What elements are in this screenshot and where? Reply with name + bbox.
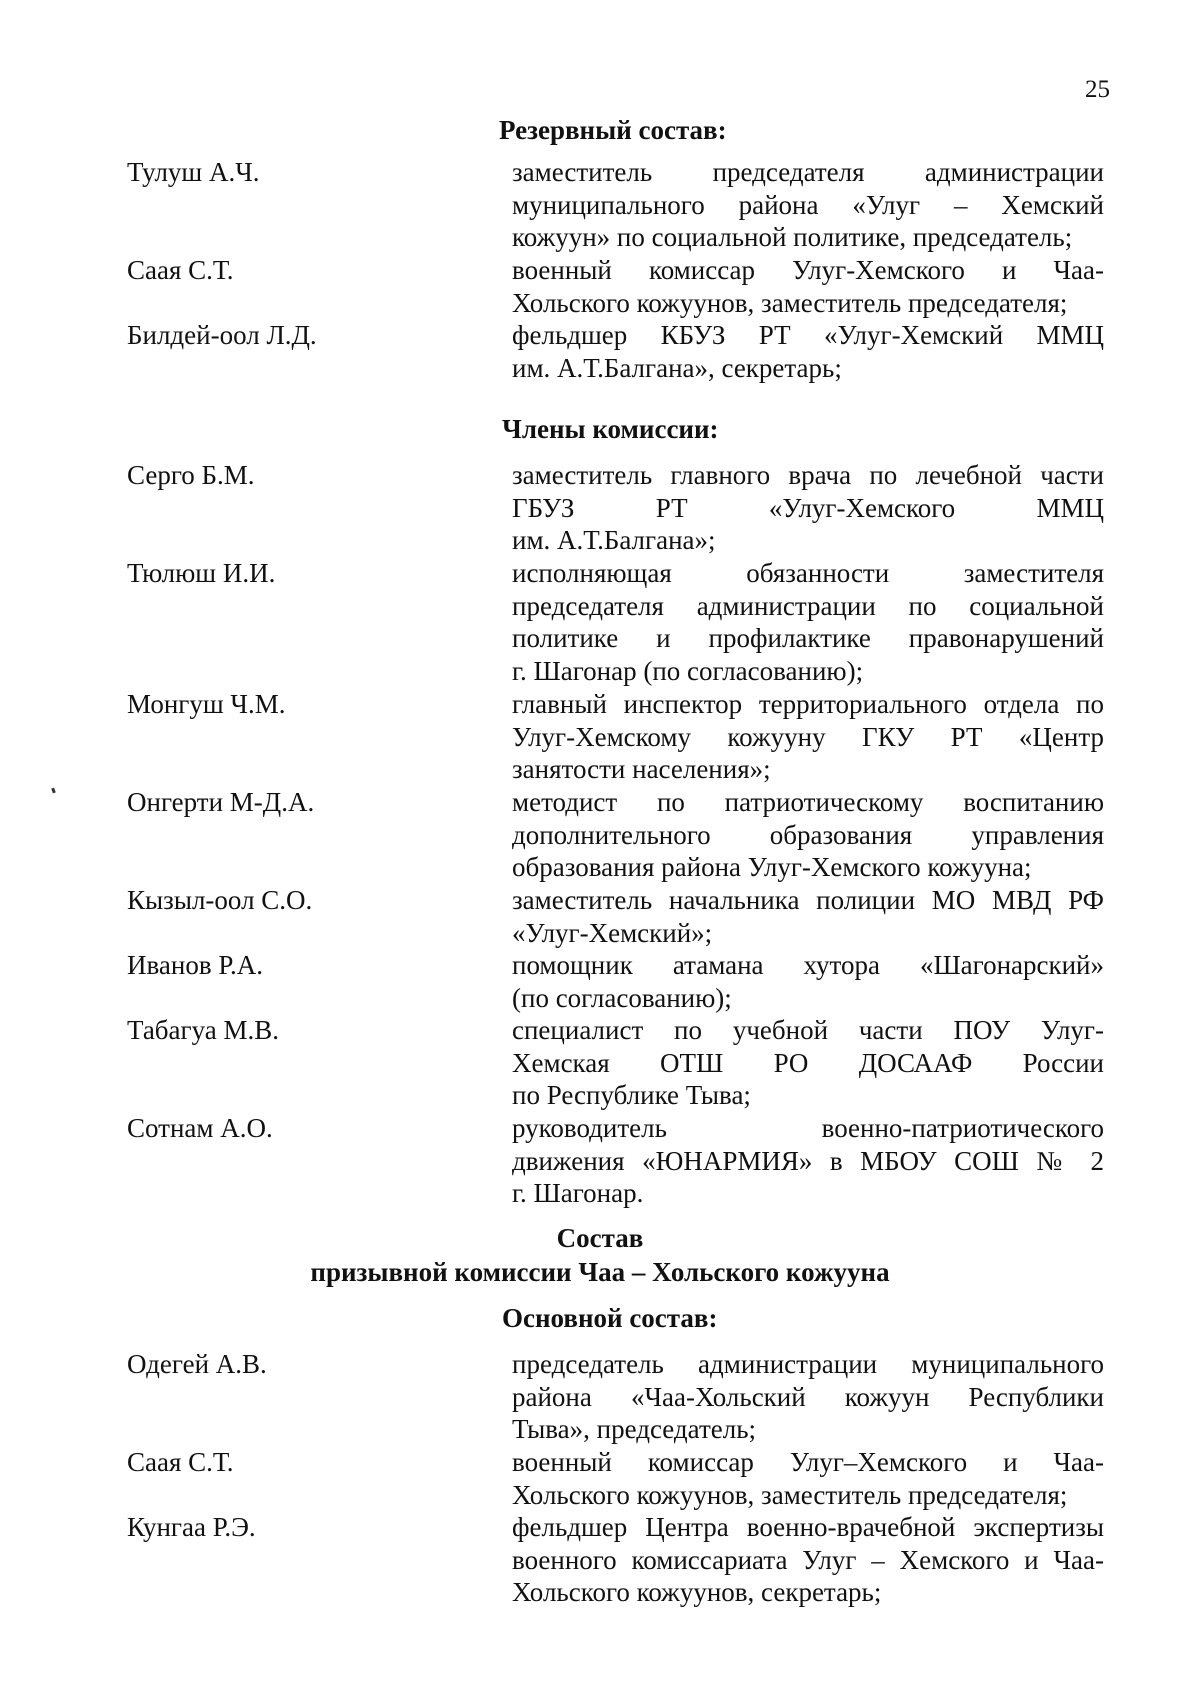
page-number: 25 (1085, 76, 1110, 103)
member-role: военный комиссар Улуг–Хемского и Чаа- Хольского кожуунов, заместитель председателя; (512, 1447, 1104, 1510)
member-role: председатель администрации муниципального района «Чаа-Хольский кожуун Республики Тыва», председатель; (512, 1349, 1104, 1444)
member-name: Кунгаа Р.Э. (127, 1512, 256, 1542)
member-name: Саая С.Т. (127, 1447, 234, 1477)
member-role: помощник атамана хутора «Шагонарский» (по согласованию); (512, 950, 1104, 1013)
main-heading: Основной состав: (502, 1303, 718, 1333)
member-name: Онгерти М-Д.А. (127, 787, 315, 817)
member-name: Серго Б.М. (127, 460, 255, 490)
member-role: заместитель председателя администрации муниципального района «Улуг – Хемский кожуун» по социальной политике, председатель; (512, 157, 1104, 252)
member-name: Саая С.Т. (127, 255, 234, 285)
member-name: Тюлюш И.И. (127, 558, 276, 588)
member-role: фельдшер КБУЗ РТ «Улуг-Хемский ММЦ им. А.Т.Балгана», секретарь; (512, 320, 1104, 383)
member-name: Кызыл-оол С.О. (127, 885, 313, 915)
member-role: специалист по учебной части ПОУ Улуг- Хемская ОТШ РО ДОСААФ России по Республике Тыва; (512, 1015, 1104, 1110)
member-name: Тулуш А.Ч. (127, 157, 260, 187)
member-name: Одегей А.В. (127, 1349, 267, 1379)
section-subtitle: призывной комиссии Чаа – Хольского кожууна (310, 1257, 890, 1287)
reserve-heading: Резервный состав: (499, 115, 727, 145)
member-name: Табагуа М.В. (127, 1015, 279, 1045)
member-role: руководитель военно-патриотического движения «ЮНАРМИЯ» в МБОУ СОШ № 2 г. Шагонар. (512, 1113, 1104, 1208)
member-role: заместитель главного врача по лечебной части ГБУЗ РТ «Улуг-Хемского ММЦ им. А.Т.Балгана»; (512, 460, 1104, 555)
stray-mark (51, 788, 56, 794)
members-heading: Члены комиссии: (502, 414, 719, 444)
section-title: Состав (556, 1223, 644, 1253)
member-role: главный инспектор территориального отдела по Улуг-Хемскому кожууну ГКУ РТ «Центр занятости населения»; (512, 689, 1104, 784)
member-role: методист по патриотическому воспитанию дополнительного образования управления образования района Улуг-Хемского кожууна; (512, 787, 1104, 882)
member-role: фельдшер Центра военно-врачебной экспертизы военного комиссариата Улуг – Хемского и Чаа- Хольского кожуунов, секретарь; (512, 1512, 1104, 1607)
member-name: Иванов Р.А. (127, 950, 263, 980)
member-role: исполняющая обязанности заместителя председателя администрации по социальной политике и профилактике правонарушений г. Шагонар (по согласованию); (512, 558, 1104, 686)
member-name: Сотнам А.О. (127, 1113, 273, 1143)
member-role: заместитель начальника полиции МО МВД РФ «Улуг-Хемский»; (512, 885, 1104, 948)
member-role: военный комиссар Улуг-Хемского и Чаа- Хольского кожуунов, заместитель председателя; (512, 255, 1104, 318)
member-name: Билдей-оол Л.Д. (127, 320, 317, 350)
member-name: Монгуш Ч.М. (127, 689, 286, 719)
